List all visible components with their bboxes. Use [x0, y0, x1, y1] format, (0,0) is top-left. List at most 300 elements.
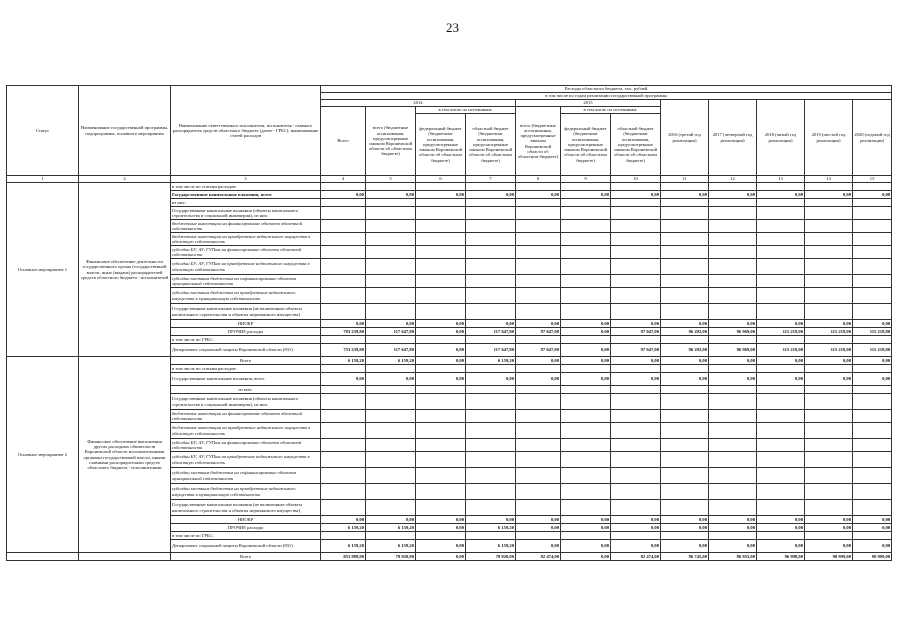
row-label: бюджетные инвестиции на финансирование объектов областной собственности [171, 410, 321, 423]
value-cell [516, 410, 561, 423]
value-cell: 0,00 [466, 373, 516, 386]
value-cell [561, 275, 611, 288]
value-cell [709, 532, 757, 540]
value-cell [366, 500, 416, 516]
header-program: Наименование государственной программы, подпрограммы, основного мероприятия [79, 86, 171, 176]
value-cell [709, 439, 757, 452]
value-cell: 0,00 [561, 540, 611, 553]
header-2020: 2020 (седьмой год реализации) [853, 100, 892, 176]
value-cell: 117 647,80 [366, 344, 416, 357]
value-cell [853, 500, 892, 516]
value-cell [853, 183, 892, 191]
value-cell [661, 500, 709, 516]
value-cell: 0,00 [757, 191, 805, 199]
value-cell: 0,00 [561, 191, 611, 199]
final-total-value: 90 999,00 [805, 553, 853, 561]
value-cell [321, 439, 366, 452]
value-cell [805, 259, 853, 275]
column-number: 7 [466, 176, 516, 183]
value-cell [416, 410, 466, 423]
value-cell [516, 484, 561, 500]
value-cell: 0,00 [757, 357, 805, 365]
column-number: 15 [853, 176, 892, 183]
value-cell [853, 288, 892, 304]
value-cell [321, 423, 366, 439]
value-cell [853, 304, 892, 320]
row-label: Государственные капитальные вложения (объекты капитального строительства и социальной инженерии), из них: [171, 207, 321, 220]
value-cell [466, 220, 516, 233]
value-cell [366, 468, 416, 484]
value-cell [516, 207, 561, 220]
program-cell: Финансовое обеспечение деятельности государственного органа (государственной власти, иных (выдача) распорядителей средств областного бюджета - исполнителей [79, 183, 171, 357]
value-cell: 6 159,20 [321, 357, 366, 365]
final-total-value: 82 474,00 [516, 553, 561, 561]
value-cell [466, 484, 516, 500]
value-cell [611, 246, 661, 259]
value-cell [416, 336, 466, 344]
value-cell: 0,00 [853, 540, 892, 553]
value-cell [321, 199, 366, 207]
value-cell: 0,00 [805, 320, 853, 328]
value-cell [757, 423, 805, 439]
value-cell [853, 452, 892, 468]
value-cell [661, 452, 709, 468]
value-cell [709, 207, 757, 220]
value-cell: 0,00 [516, 191, 561, 199]
value-cell [321, 410, 366, 423]
value-cell [516, 233, 561, 246]
value-cell [321, 207, 366, 220]
value-cell: 0,00 [611, 320, 661, 328]
value-cell [661, 207, 709, 220]
value-cell [321, 288, 366, 304]
value-cell [321, 500, 366, 516]
value-cell [321, 452, 366, 468]
header-2018: 2018 (пятый год реализации) [757, 100, 805, 176]
column-number: 10 [611, 176, 661, 183]
value-cell [561, 484, 611, 500]
value-cell [757, 410, 805, 423]
value-cell [709, 275, 757, 288]
value-cell: 0,00 [416, 328, 466, 336]
value-cell [366, 410, 416, 423]
value-cell [561, 423, 611, 439]
value-cell: 0,00 [561, 328, 611, 336]
value-cell [466, 386, 516, 394]
value-cell [366, 336, 416, 344]
value-cell [466, 439, 516, 452]
value-cell [416, 423, 466, 439]
value-cell [366, 220, 416, 233]
value-cell: 6 159,20 [321, 540, 366, 553]
value-cell: 0,00 [611, 516, 661, 524]
value-cell: 0,00 [516, 320, 561, 328]
value-cell [416, 439, 466, 452]
value-cell [853, 439, 892, 452]
value-cell: 96 969,00 [709, 328, 757, 336]
value-cell [805, 484, 853, 500]
value-cell [516, 220, 561, 233]
value-cell [709, 500, 757, 516]
value-cell [805, 199, 853, 207]
value-cell: 0,00 [561, 320, 611, 328]
value-cell: 0,00 [561, 516, 611, 524]
value-cell: 0,00 [416, 191, 466, 199]
value-cell: 0,00 [709, 524, 757, 532]
value-cell: 0,00 [805, 191, 853, 199]
value-cell: 0,00 [805, 516, 853, 524]
value-cell [366, 199, 416, 207]
value-cell [516, 259, 561, 275]
value-cell [416, 233, 466, 246]
value-cell [561, 220, 611, 233]
row-label: Государственные капитальные вложения (объекты капитального строительства и социальной инженерии), из них: [171, 394, 321, 410]
final-total-label: Всего [171, 553, 321, 561]
value-cell [757, 394, 805, 410]
value-cell [416, 500, 466, 516]
value-cell [661, 423, 709, 439]
value-cell [611, 220, 661, 233]
value-cell: 0,00 [757, 516, 805, 524]
row-label: Государственные капитальные вложения, всего [171, 191, 321, 199]
value-cell: 117 647,80 [466, 328, 516, 336]
value-cell: 97 047,00 [516, 328, 561, 336]
final-total-value: 90 999,00 [853, 553, 892, 561]
header-col-7: всего (бюджетные ассигнования, предусмотренные законом Воронежской области об областном бюджете) [516, 107, 561, 176]
value-cell: 0,00 [611, 191, 661, 199]
value-cell [321, 365, 366, 373]
value-cell [416, 275, 466, 288]
header-col-9: областной бюджет (бюджетные ассигнования, предусмотренные законом Воронежской области об областном бюджете) [611, 114, 661, 176]
value-cell [853, 394, 892, 410]
value-cell: 0,00 [466, 320, 516, 328]
value-cell: 0,00 [561, 373, 611, 386]
budget-table [6, 85, 892, 561]
row-label: Государственные капитальные вложения, всего [171, 373, 321, 386]
value-cell: 0,00 [709, 540, 757, 553]
value-cell [366, 233, 416, 246]
value-cell [661, 259, 709, 275]
value-cell [516, 246, 561, 259]
value-cell [709, 484, 757, 500]
value-cell [611, 394, 661, 410]
value-cell [416, 532, 466, 540]
value-cell: 0,00 [516, 524, 561, 532]
value-cell [709, 304, 757, 320]
value-cell [661, 233, 709, 246]
column-number: 2 [79, 176, 171, 183]
value-cell [516, 199, 561, 207]
value-cell [321, 394, 366, 410]
column-number: 3 [171, 176, 321, 183]
value-cell: 0,00 [416, 373, 466, 386]
value-cell: 0,00 [757, 373, 805, 386]
row-label: бюджетные инвестиции на приобретение недвижимого имущества в областную собственность [171, 423, 321, 439]
value-cell: 0,00 [561, 344, 611, 357]
header-group-title: Расходы областного бюджета, тыс. рублей [321, 86, 892, 93]
value-cell [805, 246, 853, 259]
value-cell [757, 233, 805, 246]
value-cell: 0,00 [853, 320, 892, 328]
value-cell [709, 386, 757, 394]
value-cell [757, 220, 805, 233]
value-cell [561, 336, 611, 344]
value-cell [805, 220, 853, 233]
value-cell [416, 183, 466, 191]
final-total-value: 79 920,00 [466, 553, 516, 561]
row-label: субсидии БУ, АУ, ГУПам на приобретение недвижимого имущества в областную собственность [171, 452, 321, 468]
value-cell: 115 218,00 [853, 344, 892, 357]
value-cell: 0,00 [805, 524, 853, 532]
value-cell [661, 468, 709, 484]
value-cell: 0,00 [366, 516, 416, 524]
value-cell [757, 199, 805, 207]
header-2016: 2016 (третий год реализации) [661, 100, 709, 176]
value-cell [516, 500, 561, 516]
value-cell [853, 484, 892, 500]
value-cell: 0,00 [611, 524, 661, 532]
value-cell [853, 336, 892, 344]
empty-cell [7, 553, 79, 561]
value-cell: 0,00 [416, 357, 466, 365]
value-cell: 0,00 [516, 540, 561, 553]
header-admin: Наименование ответственного исполнителя, исполнителя - главного распорядителя средств областного бюджета (далее - ГРБС), наименование статей расходов [171, 86, 321, 176]
value-cell [321, 233, 366, 246]
value-cell [805, 500, 853, 516]
value-cell: 117 647,80 [366, 328, 416, 336]
value-cell [516, 468, 561, 484]
value-cell: 6 159,20 [466, 357, 516, 365]
column-number: 14 [805, 176, 853, 183]
value-cell: 0,00 [466, 191, 516, 199]
value-cell [561, 199, 611, 207]
row-label: бюджетные инвестиции на приобретение недвижимого имущества в областную собственность [171, 233, 321, 246]
value-cell [416, 259, 466, 275]
value-cell [611, 439, 661, 452]
row-label: в том числе по статьям расходов: [171, 183, 321, 191]
value-cell: 0,00 [805, 540, 853, 553]
final-total-value: 853 089,00 [321, 553, 366, 561]
row-label: Департамент социальной защиты Воронежской области (831) [171, 540, 321, 553]
value-cell [611, 336, 661, 344]
row-label: ПРОЧИЕ расходы [171, 328, 321, 336]
header-col-8: федеральный бюджет (бюджетные ассигнования, предусмотренные законом Воронежской области об областном бюджете) [561, 114, 611, 176]
value-cell: 0,00 [853, 524, 892, 532]
value-cell: 115 218,00 [853, 328, 892, 336]
value-cell [561, 183, 611, 191]
column-number: 1 [7, 176, 79, 183]
value-cell: 0,00 [709, 191, 757, 199]
value-cell [416, 468, 466, 484]
value-cell: 0,00 [516, 357, 561, 365]
value-cell: 6 159,20 [366, 357, 416, 365]
value-cell [853, 207, 892, 220]
value-cell [611, 199, 661, 207]
value-cell [757, 288, 805, 304]
column-number: 8 [516, 176, 561, 183]
row-label: НИОКР [171, 516, 321, 524]
value-cell: 0,00 [709, 516, 757, 524]
value-cell [709, 423, 757, 439]
value-cell [366, 246, 416, 259]
value-cell [853, 468, 892, 484]
value-cell [709, 246, 757, 259]
column-number: 9 [561, 176, 611, 183]
value-cell [416, 220, 466, 233]
final-total-value: 96 998,00 [757, 553, 805, 561]
value-cell [466, 423, 516, 439]
value-cell: 0,00 [561, 357, 611, 365]
value-cell [321, 259, 366, 275]
value-cell: 0,00 [661, 373, 709, 386]
value-cell [416, 484, 466, 500]
value-cell: 0,00 [853, 516, 892, 524]
row-label: Государственные капитальные вложения (не включенные объекты капитального строительства и объекты недвижимого имущества) [171, 500, 321, 516]
value-cell [805, 394, 853, 410]
column-number: 11 [661, 176, 709, 183]
row-label: бюджетные инвестиции на финансирование объектов областной собственности [171, 220, 321, 233]
value-cell: 0,00 [416, 320, 466, 328]
value-cell [661, 288, 709, 304]
value-cell [321, 336, 366, 344]
value-cell: 96 292,00 [661, 328, 709, 336]
value-cell: 6 159,20 [366, 524, 416, 532]
value-cell: 0,00 [321, 373, 366, 386]
value-cell [516, 288, 561, 304]
value-cell: 0,00 [466, 516, 516, 524]
value-cell: 117 647,80 [466, 344, 516, 357]
value-cell [757, 484, 805, 500]
value-cell [805, 288, 853, 304]
value-cell: 96 292,00 [661, 344, 709, 357]
value-cell [466, 452, 516, 468]
row-label: ПРОЧИЕ расходы [171, 524, 321, 532]
row-label: в том числе по ГРБС: [171, 532, 321, 540]
value-cell [611, 484, 661, 500]
value-cell [516, 423, 561, 439]
value-cell: 0,00 [757, 540, 805, 553]
value-cell [757, 336, 805, 344]
value-cell: 6 159,20 [321, 524, 366, 532]
value-cell [853, 246, 892, 259]
value-cell [561, 304, 611, 320]
value-cell [561, 246, 611, 259]
value-cell [709, 394, 757, 410]
value-cell [853, 410, 892, 423]
value-cell: 0,00 [853, 191, 892, 199]
row-label: субсидии БУ, АУ, ГУПам на приобретение недвижимого имущества в областную собственность [171, 259, 321, 275]
value-cell [709, 452, 757, 468]
value-cell [757, 500, 805, 516]
value-cell: 0,00 [709, 320, 757, 328]
value-cell: 0,00 [661, 191, 709, 199]
value-cell [611, 259, 661, 275]
header-col-6: областной бюджет (бюджетные ассигнования, предусмотренные законом Воронежской области об областном бюджете) [466, 114, 516, 176]
value-cell: 0,00 [709, 373, 757, 386]
value-cell [757, 275, 805, 288]
value-cell [709, 336, 757, 344]
value-cell [561, 288, 611, 304]
value-cell [321, 275, 366, 288]
header-sources-2015: в том числе по источникам: [561, 107, 661, 114]
value-cell [366, 365, 416, 373]
value-cell [611, 288, 661, 304]
value-cell [853, 259, 892, 275]
value-cell [805, 365, 853, 373]
value-cell: 0,00 [805, 373, 853, 386]
value-cell: 0,00 [321, 320, 366, 328]
value-cell [561, 468, 611, 484]
value-cell [805, 336, 853, 344]
value-cell: 96 969,00 [709, 344, 757, 357]
value-cell [466, 336, 516, 344]
value-cell [466, 410, 516, 423]
value-cell [366, 183, 416, 191]
value-cell: 753 239,80 [321, 344, 366, 357]
row-label: Государственные капитальные вложения (не включенные объекты капитального строительства и объекты недвижимого имущества) [171, 304, 321, 320]
header-year-2014: 2014 [321, 100, 516, 107]
header-group-subtitle: в том числе по годам реализации государственной программы [321, 93, 892, 100]
value-cell [757, 183, 805, 191]
value-cell [416, 365, 466, 373]
value-cell [661, 304, 709, 320]
final-total-value: 0,00 [416, 553, 466, 561]
value-cell: 0,00 [416, 344, 466, 357]
value-cell [516, 386, 561, 394]
value-cell: 97 047,00 [516, 344, 561, 357]
value-cell [416, 304, 466, 320]
value-cell [516, 336, 561, 344]
value-cell [853, 365, 892, 373]
value-cell [321, 220, 366, 233]
value-cell [805, 532, 853, 540]
value-cell: 0,00 [416, 524, 466, 532]
row-label: НИОКР [171, 320, 321, 328]
value-cell [516, 183, 561, 191]
value-cell [366, 484, 416, 500]
row-label: субсидии местным бюджетам на софинансирование объектов муниципальной собственности [171, 275, 321, 288]
column-numbers-row [7, 176, 892, 183]
row-label: субсидии БУ, АУ, ГУПам на финансирование объектов областной собственности [171, 246, 321, 259]
value-cell [516, 275, 561, 288]
value-cell: 6 159,20 [466, 540, 516, 553]
header-total: Всего [321, 107, 366, 176]
value-cell [611, 423, 661, 439]
row-label: из них: [171, 199, 321, 207]
value-cell [611, 233, 661, 246]
value-cell [366, 452, 416, 468]
value-cell: 783 239,80 [321, 328, 366, 336]
value-cell [709, 288, 757, 304]
value-cell [416, 452, 466, 468]
value-cell [805, 410, 853, 423]
value-cell [466, 183, 516, 191]
value-cell [611, 207, 661, 220]
value-cell [416, 199, 466, 207]
value-cell [321, 532, 366, 540]
value-cell [661, 183, 709, 191]
table-row [7, 183, 892, 191]
value-cell [466, 394, 516, 410]
value-cell [366, 207, 416, 220]
value-cell [661, 336, 709, 344]
column-number: 5 [366, 176, 416, 183]
value-cell [611, 183, 661, 191]
value-cell [321, 484, 366, 500]
value-cell [757, 386, 805, 394]
status-cell: Основное мероприятие 1 [7, 183, 79, 357]
value-cell [516, 439, 561, 452]
